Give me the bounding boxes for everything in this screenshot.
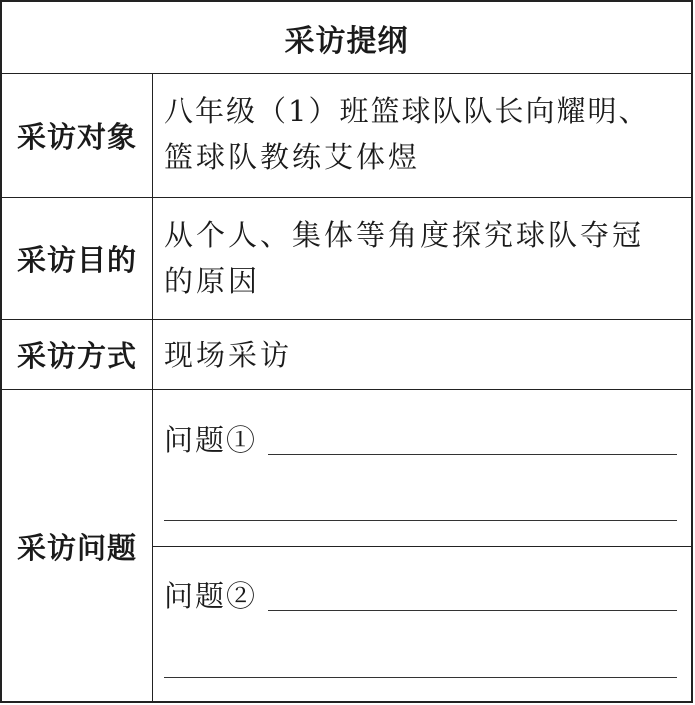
- purpose-line-2: 的原因: [164, 264, 261, 298]
- row-interviewee: [2, 74, 691, 198]
- question-1-label: 问题①: [164, 423, 258, 457]
- questions-area: [153, 390, 691, 703]
- purpose-line-1: 从个人、集体等角度探究球队夺冠: [164, 218, 645, 252]
- label-purpose: 采访目的: [2, 198, 153, 319]
- label-questions: 采访问题: [2, 390, 153, 703]
- question-2-label: 问题②: [164, 579, 258, 613]
- row-questions: [2, 390, 691, 703]
- question-2-answer-line-2[interactable]: [164, 677, 677, 678]
- interviewee-line-2: 篮球队教练艾体煜: [164, 140, 421, 174]
- label-interviewee: 采访对象: [2, 74, 153, 197]
- row-method: [2, 320, 691, 390]
- table-title: 采访提纲: [2, 2, 691, 74]
- label-method: 采访方式: [2, 320, 153, 389]
- method-value: 现场采访: [164, 337, 293, 372]
- question-1-answer-line-1[interactable]: [268, 454, 677, 455]
- content-interviewee: [153, 74, 691, 197]
- row-purpose: [2, 198, 691, 320]
- interviewee-line-1: 八年级（1）班篮球队队长向耀明、: [164, 94, 650, 128]
- content-method: [153, 320, 691, 389]
- content-purpose: [153, 198, 691, 319]
- question-1-answer-line-2[interactable]: [164, 520, 677, 521]
- question-2-answer-line-1[interactable]: [268, 610, 677, 611]
- question-divider: [153, 546, 691, 547]
